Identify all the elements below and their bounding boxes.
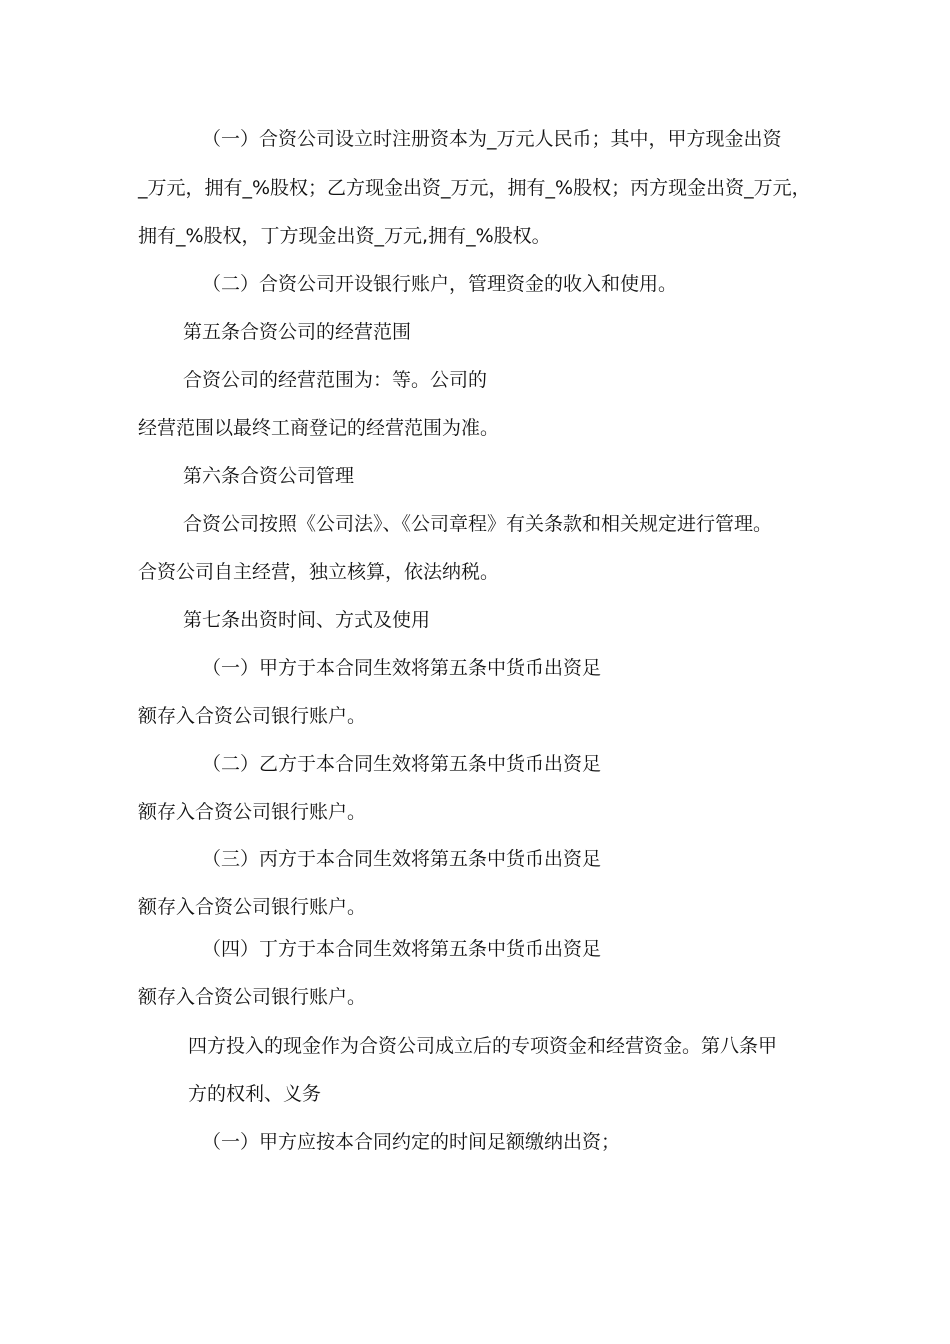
paragraph-line: 经营范围以最终工商登记的经营范围为准。 [138,417,500,439]
section-heading: 第七条出资时间、方式及使用 [183,609,431,631]
paragraph-line: 额存入合资公司银行账户。 [138,986,367,1008]
paragraph-line: 额存入合资公司银行账户。 [138,705,367,727]
paragraph-line: 额存入合资公司银行账户。 [138,801,367,823]
paragraph-line: _万元，拥有_%股权；乙方现金出资_万元，拥有_%股权；丙方现金出资_万元， [138,177,811,199]
paragraph-line: 合资公司的经营范围为：等。公司的 [183,369,488,391]
section-heading: 第六条合资公司管理 [183,465,355,487]
paragraph-line: （二）合资公司开设银行账户，管理资金的收入和使用。 [202,273,678,295]
paragraph-line: 四方投入的现金作为合资公司成立后的专项资金和经营资金。第八条甲 [188,1035,778,1057]
paragraph-line: 合资公司自主经营，独立核算，依法纳税。 [138,561,500,583]
paragraph-line: 拥有_%股权，丁方现金出资_万元,拥有_%股权。 [138,225,551,247]
paragraph-line: 合资公司按照《公司法》、《公司章程》有关条款和相关规定进行管理。 [183,513,773,535]
paragraph-line: 额存入合资公司银行账户。 [138,896,367,918]
paragraph-line: （三）丙方于本合同生效将第五条中货币出资足 [202,848,602,870]
paragraph-line: （二）乙方于本合同生效将第五条中货币出资足 [202,753,602,775]
paragraph-line: （四）丁方于本合同生效将第五条中货币出资足 [202,938,602,960]
paragraph-line: （一）合资公司设立时注册资本为_万元人民币；其中，甲方现金出资 [202,128,782,150]
paragraph-line: 方的权利、义务 [188,1083,322,1105]
paragraph-line: （一）甲方应按本合同约定的时间足额缴纳出资； [202,1131,621,1153]
paragraph-line: （一）甲方于本合同生效将第五条中货币出资足 [202,657,602,679]
section-heading: 第五条合资公司的经营范围 [183,321,412,343]
